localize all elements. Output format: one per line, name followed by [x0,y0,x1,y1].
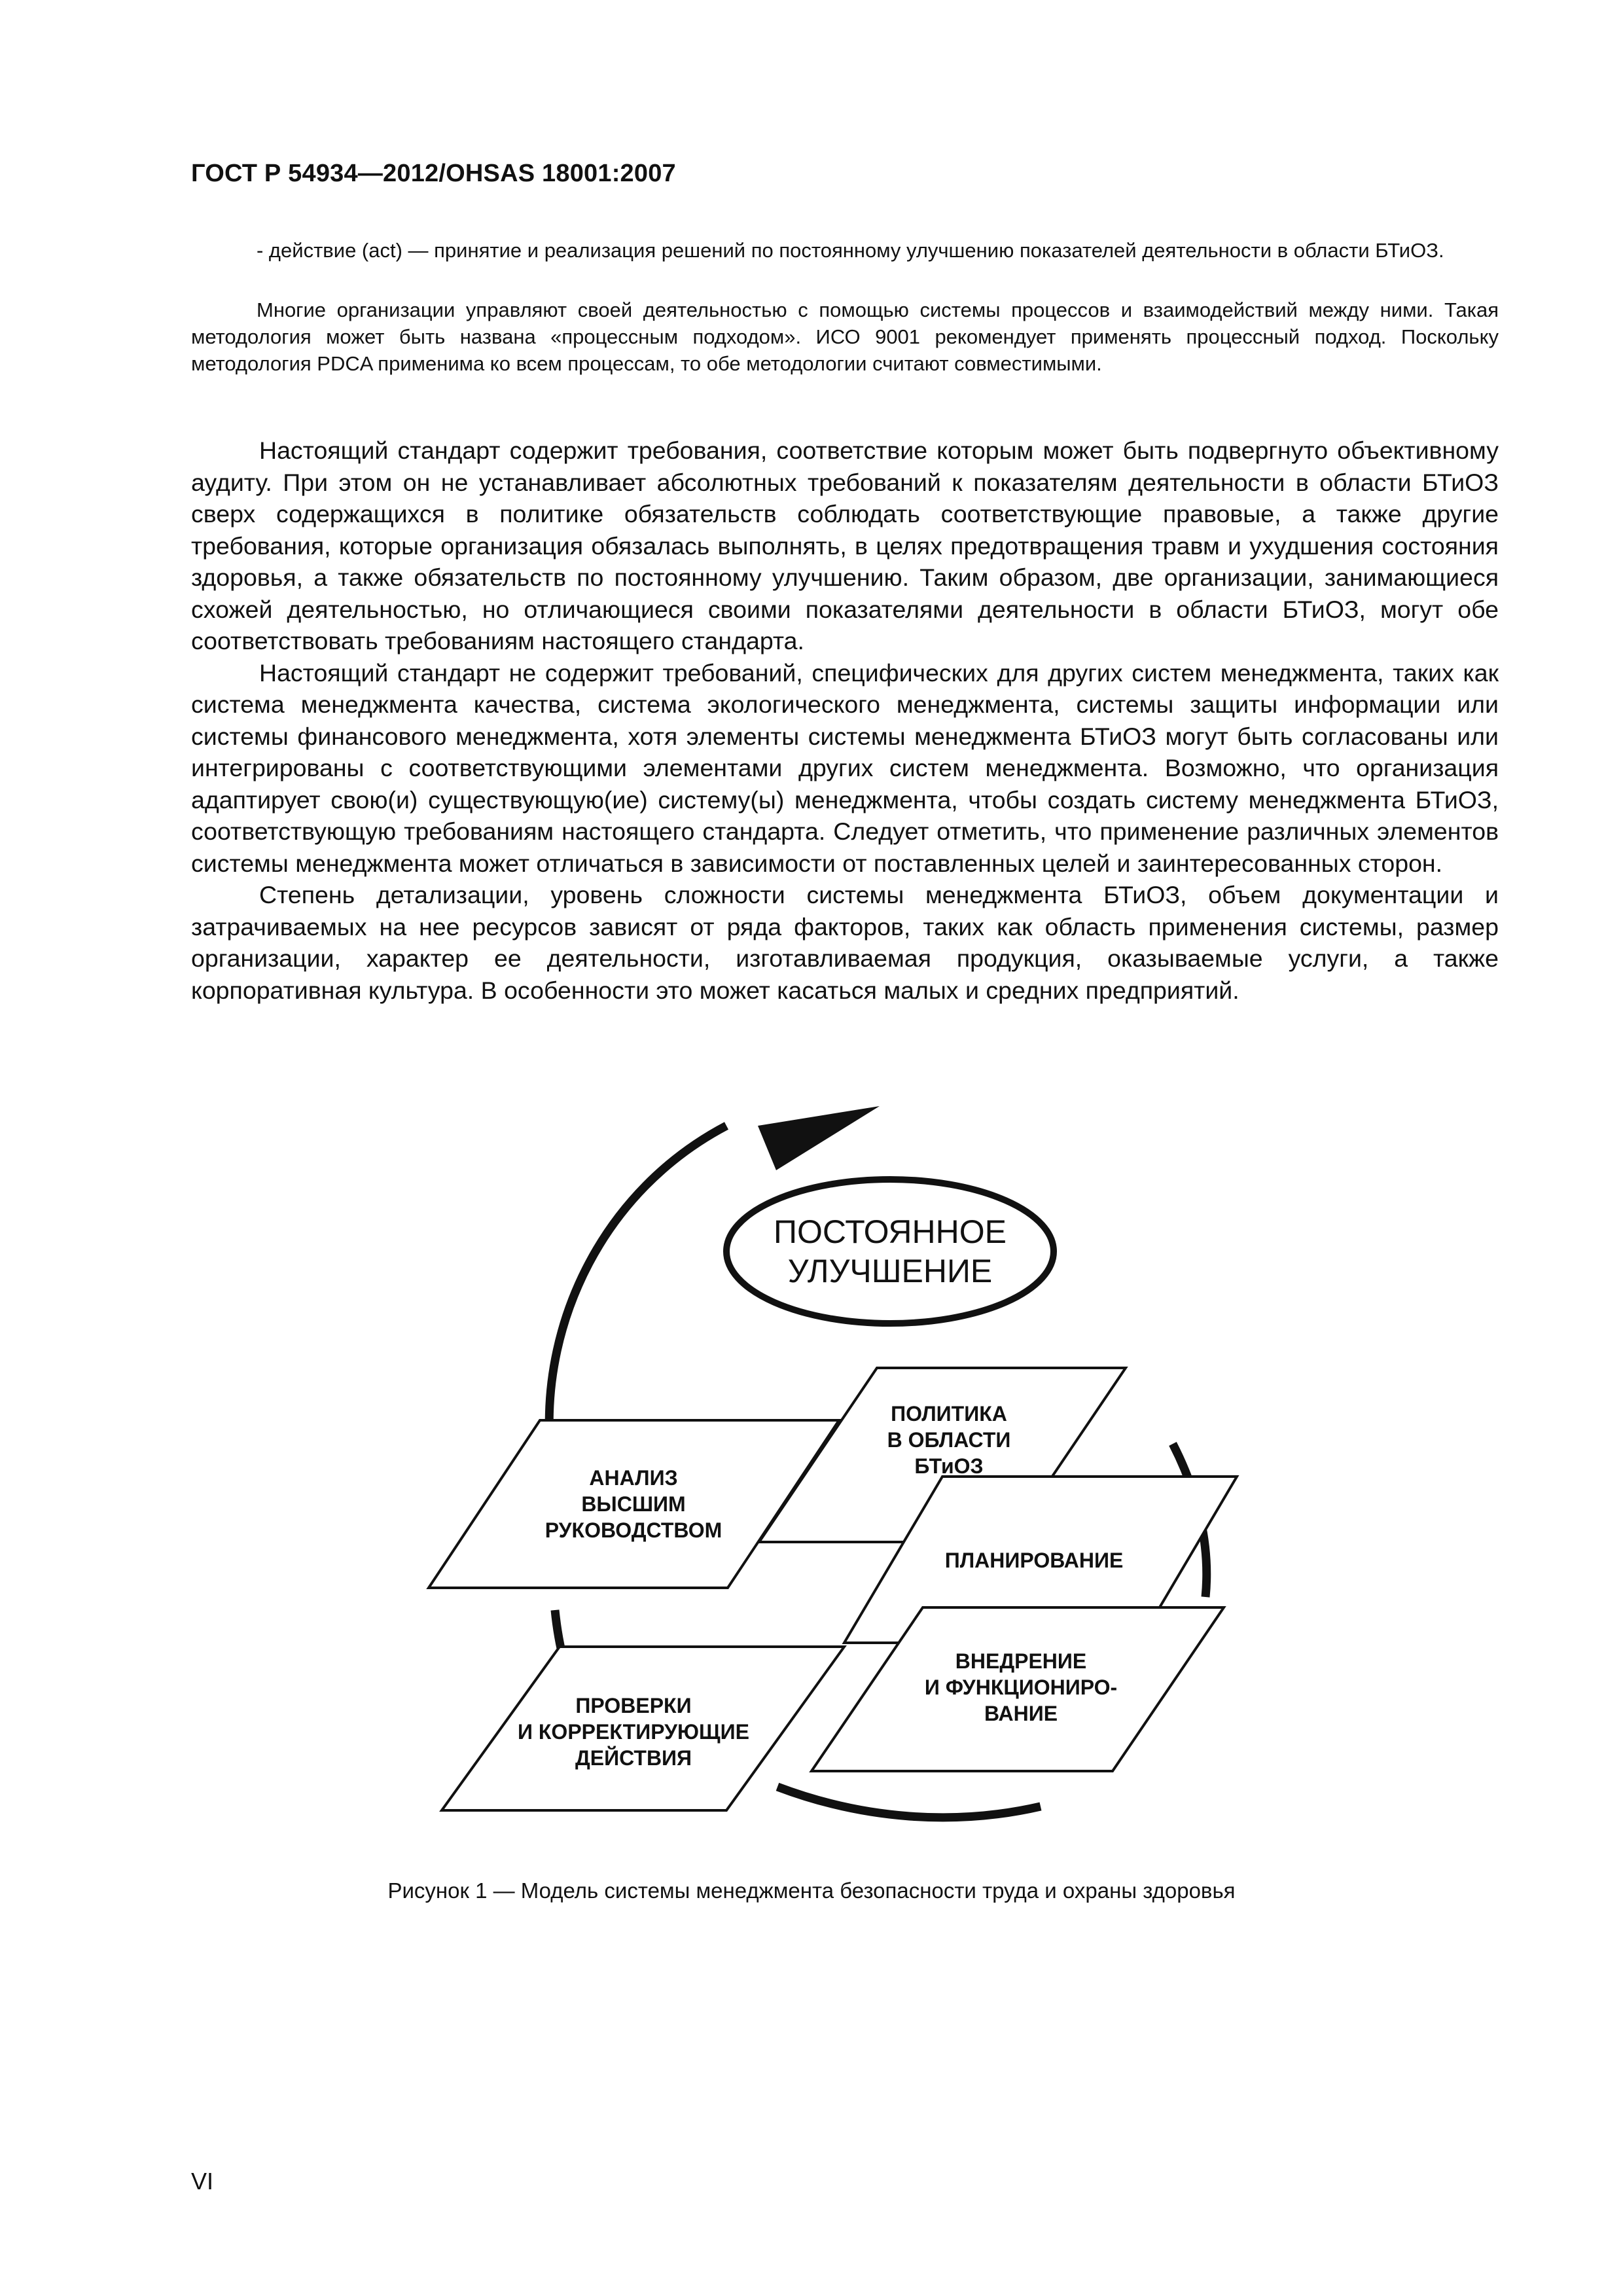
implementation-label [910,1648,1132,1727]
body-text [191,435,1499,1006]
page-number: VI [191,2168,214,2195]
label-line: ВНЕДРЕНИЕ [955,1649,1087,1673]
label-line: РУКОВОДСТВОМ [544,1518,722,1542]
body-paragraph [191,879,1499,1006]
note-paragraph-process-approach [191,296,1499,377]
continual-improvement-label [759,1212,1021,1291]
cycle-arc-bottom [777,1787,1041,1818]
document-header: ГОСТ Р 54934—2012/OHSAS 18001:2007 [191,160,676,187]
label-line: И КОРРЕКТИРУЮЩИЕ [518,1720,749,1744]
label-line: ПОЛИТИКА [891,1402,1007,1426]
label-line: АНАЛИЗ [589,1466,678,1490]
improvement-arrowhead [758,1106,880,1170]
improvement-arrow-arc [549,1126,726,1440]
paragraph-text: Настоящий стандарт не содержит требований, специфических для других систем менеджмента, таких как система менеджмента качества, система экологического менеджмента, системы защиты информации или системы финансового менеджмента, хотя элементы системы менеджмента БТиОЗ могут быть согласованы или интегрированы с соответствующими элементами других систем менеджмента. Возможно, что организация адаптирует свою(и) существующую(ие) систему(ы) менеджмента, чтобы создать систему менеджмента БТиОЗ, соответствующую требованиям настоящего стандарта. Следует отметить, что применение различных элементов системы менеджмента может отличаться в зависимости от поставленных целей и заинтересованных сторон. [191,658,1499,877]
label-line: ПЛАНИРОВАНИЕ [944,1549,1124,1572]
label-line: БТиОЗ [914,1454,984,1478]
body-paragraph [191,435,1499,657]
note-text: Многие организации управляют своей деятельностью с помощью системы процессов и взаимодействий между ними. Такая методология может быть названа «процессным подходом». ИСО 9001 рекомендует применять процессный подход. Поскольку методология PDCA применима ко всем процессам, то обе методологии считают совместимыми. [191,298,1499,375]
planning-label [923,1547,1145,1573]
body-paragraph [191,657,1499,880]
label-line: ВЫСШИМ [581,1492,686,1516]
note-text: - действие (act) — принятие и реализация решений по постоянному улучшению показателей деятельности в области БТиОЗ. [257,239,1444,262]
checking-label [509,1693,758,1771]
label-line: И ФУНКЦИОНИРО- [924,1676,1118,1699]
paragraph-text: Степень детализации, уровень сложности системы менеджмента БТиОЗ, объем документации и затрачиваемых на нее ресурсов зависят от ряда факторов, таких как область применения системы, размер организации, характер ее деятельности, изготавливаемая продукция, оказываемые услуги, а также корпоративная культура. В особенности это может касаться малых и средних предприятий. [191,881,1499,1004]
figure-caption: Рисунок 1 — Модель системы менеджмента безопасности труда и охраны здоровья [387,1878,1236,1903]
label-line: ПРОВЕРКИ [575,1694,692,1717]
label-line: В ОБЛАСТИ [887,1428,1011,1452]
label-line: ВАНИЕ [984,1702,1058,1725]
label-line: ПОСТОЯННОЕ [774,1213,1007,1250]
policy-label [870,1401,1027,1479]
figure-ohs-model [393,1073,1309,1833]
paragraph-text: Настоящий стандарт содержит требования, соответствие которым может быть подвергнуто объективному аудиту. При этом он не устанавливает абсолютных требований к показателям деятельности в области БТиОЗ сверх содержащихся в политике обязательств соблюдать соответствующие правовые, а также другие требования, которые организация обязалась выполнять, в целях предотвращения травм и ухудшения состояния здоровья, а также обязательств по постоянному улучшению. Таким образом, две организации, занимающиеся схожей деятельностью, но отличающиеся своими показателями деятельности в области БТиОЗ, могут обе соответствовать требованиям настоящего стандарта. [191,437,1499,655]
management-review-label [535,1465,732,1543]
label-line: УЛУЧШЕНИЕ [787,1253,993,1289]
note-paragraph-act [191,237,1499,264]
label-line: ДЕЙСТВИЯ [575,1746,692,1770]
